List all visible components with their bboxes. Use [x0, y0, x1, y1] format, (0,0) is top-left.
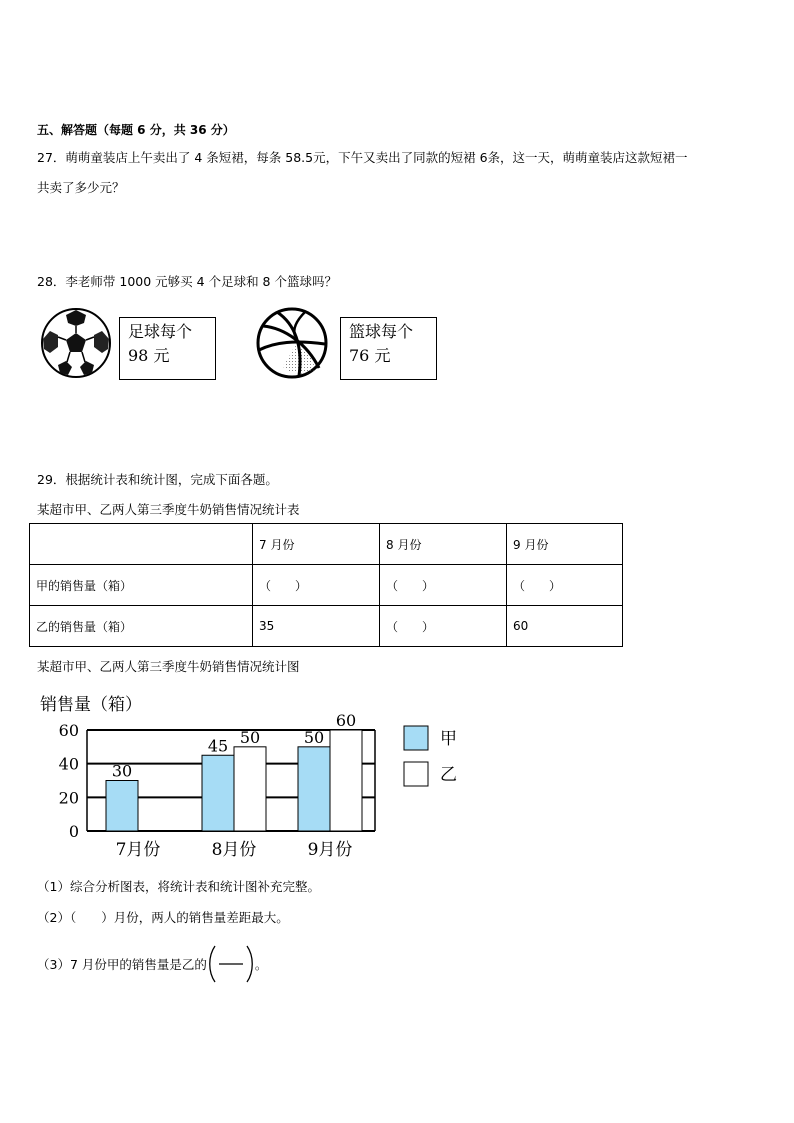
q29-sub3-suffix: 。: [254, 957, 268, 972]
y-tick-label: 0: [68, 822, 79, 841]
x-tick-label: 7月份: [115, 840, 161, 860]
table-cell: （ ）: [380, 565, 507, 606]
section-title: 五、解答题（每题 6 分，共 36 分）: [37, 123, 235, 137]
bar: [106, 781, 138, 832]
table-cell: （ ）: [253, 565, 380, 606]
y-tick-label: 40: [58, 754, 79, 774]
basketball-price-label: 篮球每个: [349, 322, 414, 341]
soccer-price-value: 98 元: [128, 346, 170, 365]
y-tick-label: 60: [58, 721, 79, 740]
y-tick-label: 20: [58, 788, 79, 808]
fraction-blank-icon: [207, 944, 255, 984]
y-axis-label: 销售量（箱）: [40, 695, 142, 715]
legend-swatch: [404, 726, 428, 750]
basketball-icon: [255, 306, 329, 380]
basketball-price-value: 76 元: [349, 346, 391, 365]
q29-intro: 29．根据统计表和统计图，完成下面各题。: [37, 472, 278, 487]
x-tick-label: 9月份: [307, 840, 353, 860]
bar-value-label: 45: [207, 736, 229, 756]
bar-value-label: 60: [335, 711, 357, 730]
q28-text: 28．李老师带 1000 元够买 4 个足球和 8 个篮球吗？: [37, 274, 337, 289]
q29-sub3-prefix: （3）7 月份甲的销售量是乙的: [37, 957, 207, 972]
q29-sub1: （1）综合分析图表，将统计表和统计图补充完整。: [37, 879, 320, 894]
basketball-price-box: [340, 317, 437, 380]
legend-label: 乙: [440, 765, 457, 785]
table-header-cell: [30, 524, 253, 565]
table-header-row: [30, 524, 623, 565]
table-cell: 35: [253, 606, 380, 647]
table-title: 某超市甲、乙两人第三季度牛奶销售情况统计表: [37, 502, 300, 517]
table-row: [30, 606, 623, 647]
q27-line2: 共卖了多少元？: [37, 180, 125, 195]
legend-label: 甲: [440, 729, 457, 749]
x-tick-label: 8月份: [211, 840, 257, 860]
bar: [202, 755, 234, 831]
bar-value-label: 50: [239, 727, 261, 747]
table-header-cell: 8 月份: [380, 524, 507, 565]
table-cell: 甲的销售量（箱）: [30, 565, 253, 606]
bar: [330, 730, 362, 831]
bar-chart: [30, 690, 490, 865]
bar-value-label: 50: [303, 727, 325, 747]
soccer-price-label: 足球每个: [128, 322, 193, 341]
q27-line1: 27．萌萌童装店上午卖出了 4 条短裙，每条 58.5元，下午又卖出了同款的短裙 6条，这一天，萌萌童装店这款短裙一: [37, 150, 688, 165]
table-cell: （ ）: [380, 606, 507, 647]
table-header-cell: 9 月份: [507, 524, 623, 565]
table-header-cell: 7 月份: [253, 524, 380, 565]
bar-value-label: 30: [111, 761, 133, 781]
bar: [234, 747, 266, 831]
soccer-price-box: [119, 317, 216, 380]
q29-sub2: （2）（ ）月份，两人的销售量差距最大。: [37, 910, 289, 925]
chart-title: 某超市甲、乙两人第三季度牛奶销售情况统计图: [37, 659, 300, 674]
table-cell: 乙的销售量（箱）: [30, 606, 253, 647]
table-cell: 60: [507, 606, 623, 647]
q29-sub3: [37, 944, 267, 984]
soccer-ball-icon: [40, 307, 112, 379]
legend-swatch: [404, 762, 428, 786]
table-cell: （ ）: [507, 565, 623, 606]
table-row: [30, 565, 623, 606]
stats-table: [29, 523, 623, 647]
bar: [298, 747, 330, 831]
